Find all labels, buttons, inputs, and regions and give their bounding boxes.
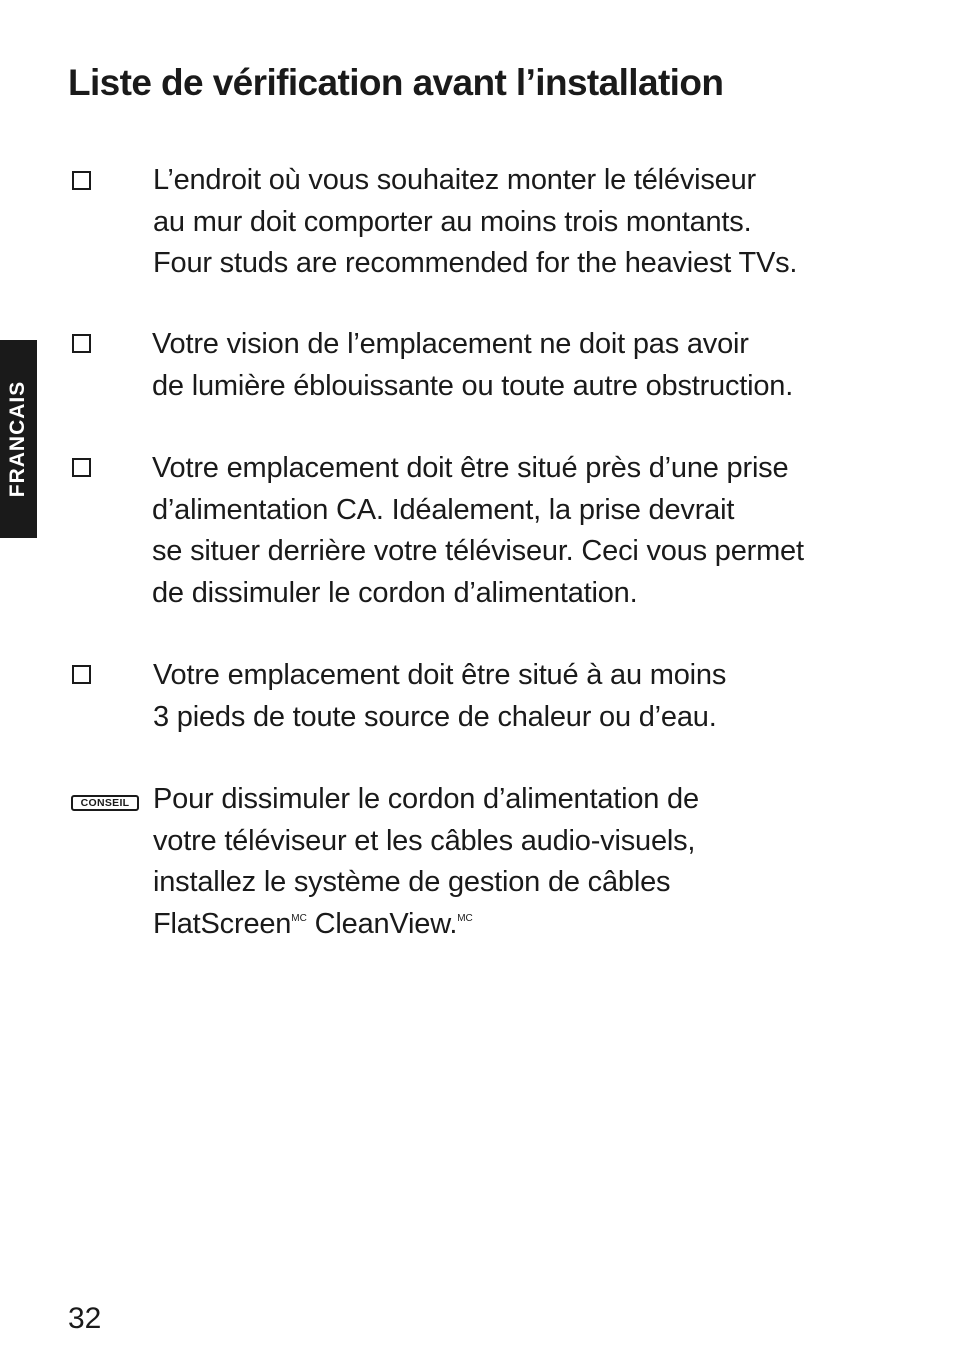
brand-flatscreen: FlatScreen [153, 907, 292, 940]
checklist-item-line: Votre emplacement doit être situé à au moins [153, 659, 727, 691]
checklist-item-line: se situer derrière votre téléviseur. Ceci vous permet [152, 535, 804, 567]
page-number: 32 [68, 1302, 102, 1335]
checkbox-icon [72, 665, 91, 684]
brand-cleanview: CleanView. [306, 907, 458, 940]
checklist-item-line: Votre vision de l’emplacement ne doit pas avoir [152, 328, 749, 360]
checklist-item-line: de dissimuler le cordon d’alimentation. [152, 576, 638, 609]
checkbox-icon [72, 458, 91, 477]
checklist-item-line: d’alimentation CA. Idéalement, la prise devrait [152, 493, 735, 526]
language-side-tab [0, 340, 37, 538]
checklist-item-text [152, 324, 793, 407]
tip-text [153, 779, 699, 945]
trademark-mark: MC [291, 912, 307, 924]
checkbox-icon [72, 171, 91, 190]
language-side-tab-label: FRANCAIS [6, 380, 29, 498]
checklist-item-text [152, 448, 804, 614]
tip-line: Pour dissimuler le cordon d’alimentation de [153, 783, 699, 815]
checklist-item-line: au mur doit comporter au moins trois montants. [153, 205, 752, 238]
checklist-item-text [153, 655, 726, 738]
checklist-item-line: Four studs are recommended for the heaviest TVs. [153, 247, 798, 279]
trademark-mark: MC [457, 912, 473, 924]
checklist-item-line: L’endroit où vous souhaitez monter le téléviseur [153, 164, 756, 196]
checklist-item-line: de lumière éblouissante ou toute autre obstruction. [152, 369, 794, 402]
tip-line-brands [153, 904, 699, 946]
checklist-item-text [153, 160, 797, 285]
checklist-item-line: 3 pieds de toute source de chaleur ou d’eau. [153, 700, 717, 733]
tip-line: votre téléviseur et les câbles audio-visuels, [153, 824, 696, 857]
checklist-item-line: Votre emplacement doit être situé près d’une prise [152, 452, 789, 484]
checkbox-icon [72, 334, 91, 353]
tip-line: installez le système de gestion de câbles [153, 866, 671, 898]
tip-badge: CONSEIL [71, 795, 139, 811]
page-title: Liste de vérification avant l’installation [68, 62, 724, 103]
